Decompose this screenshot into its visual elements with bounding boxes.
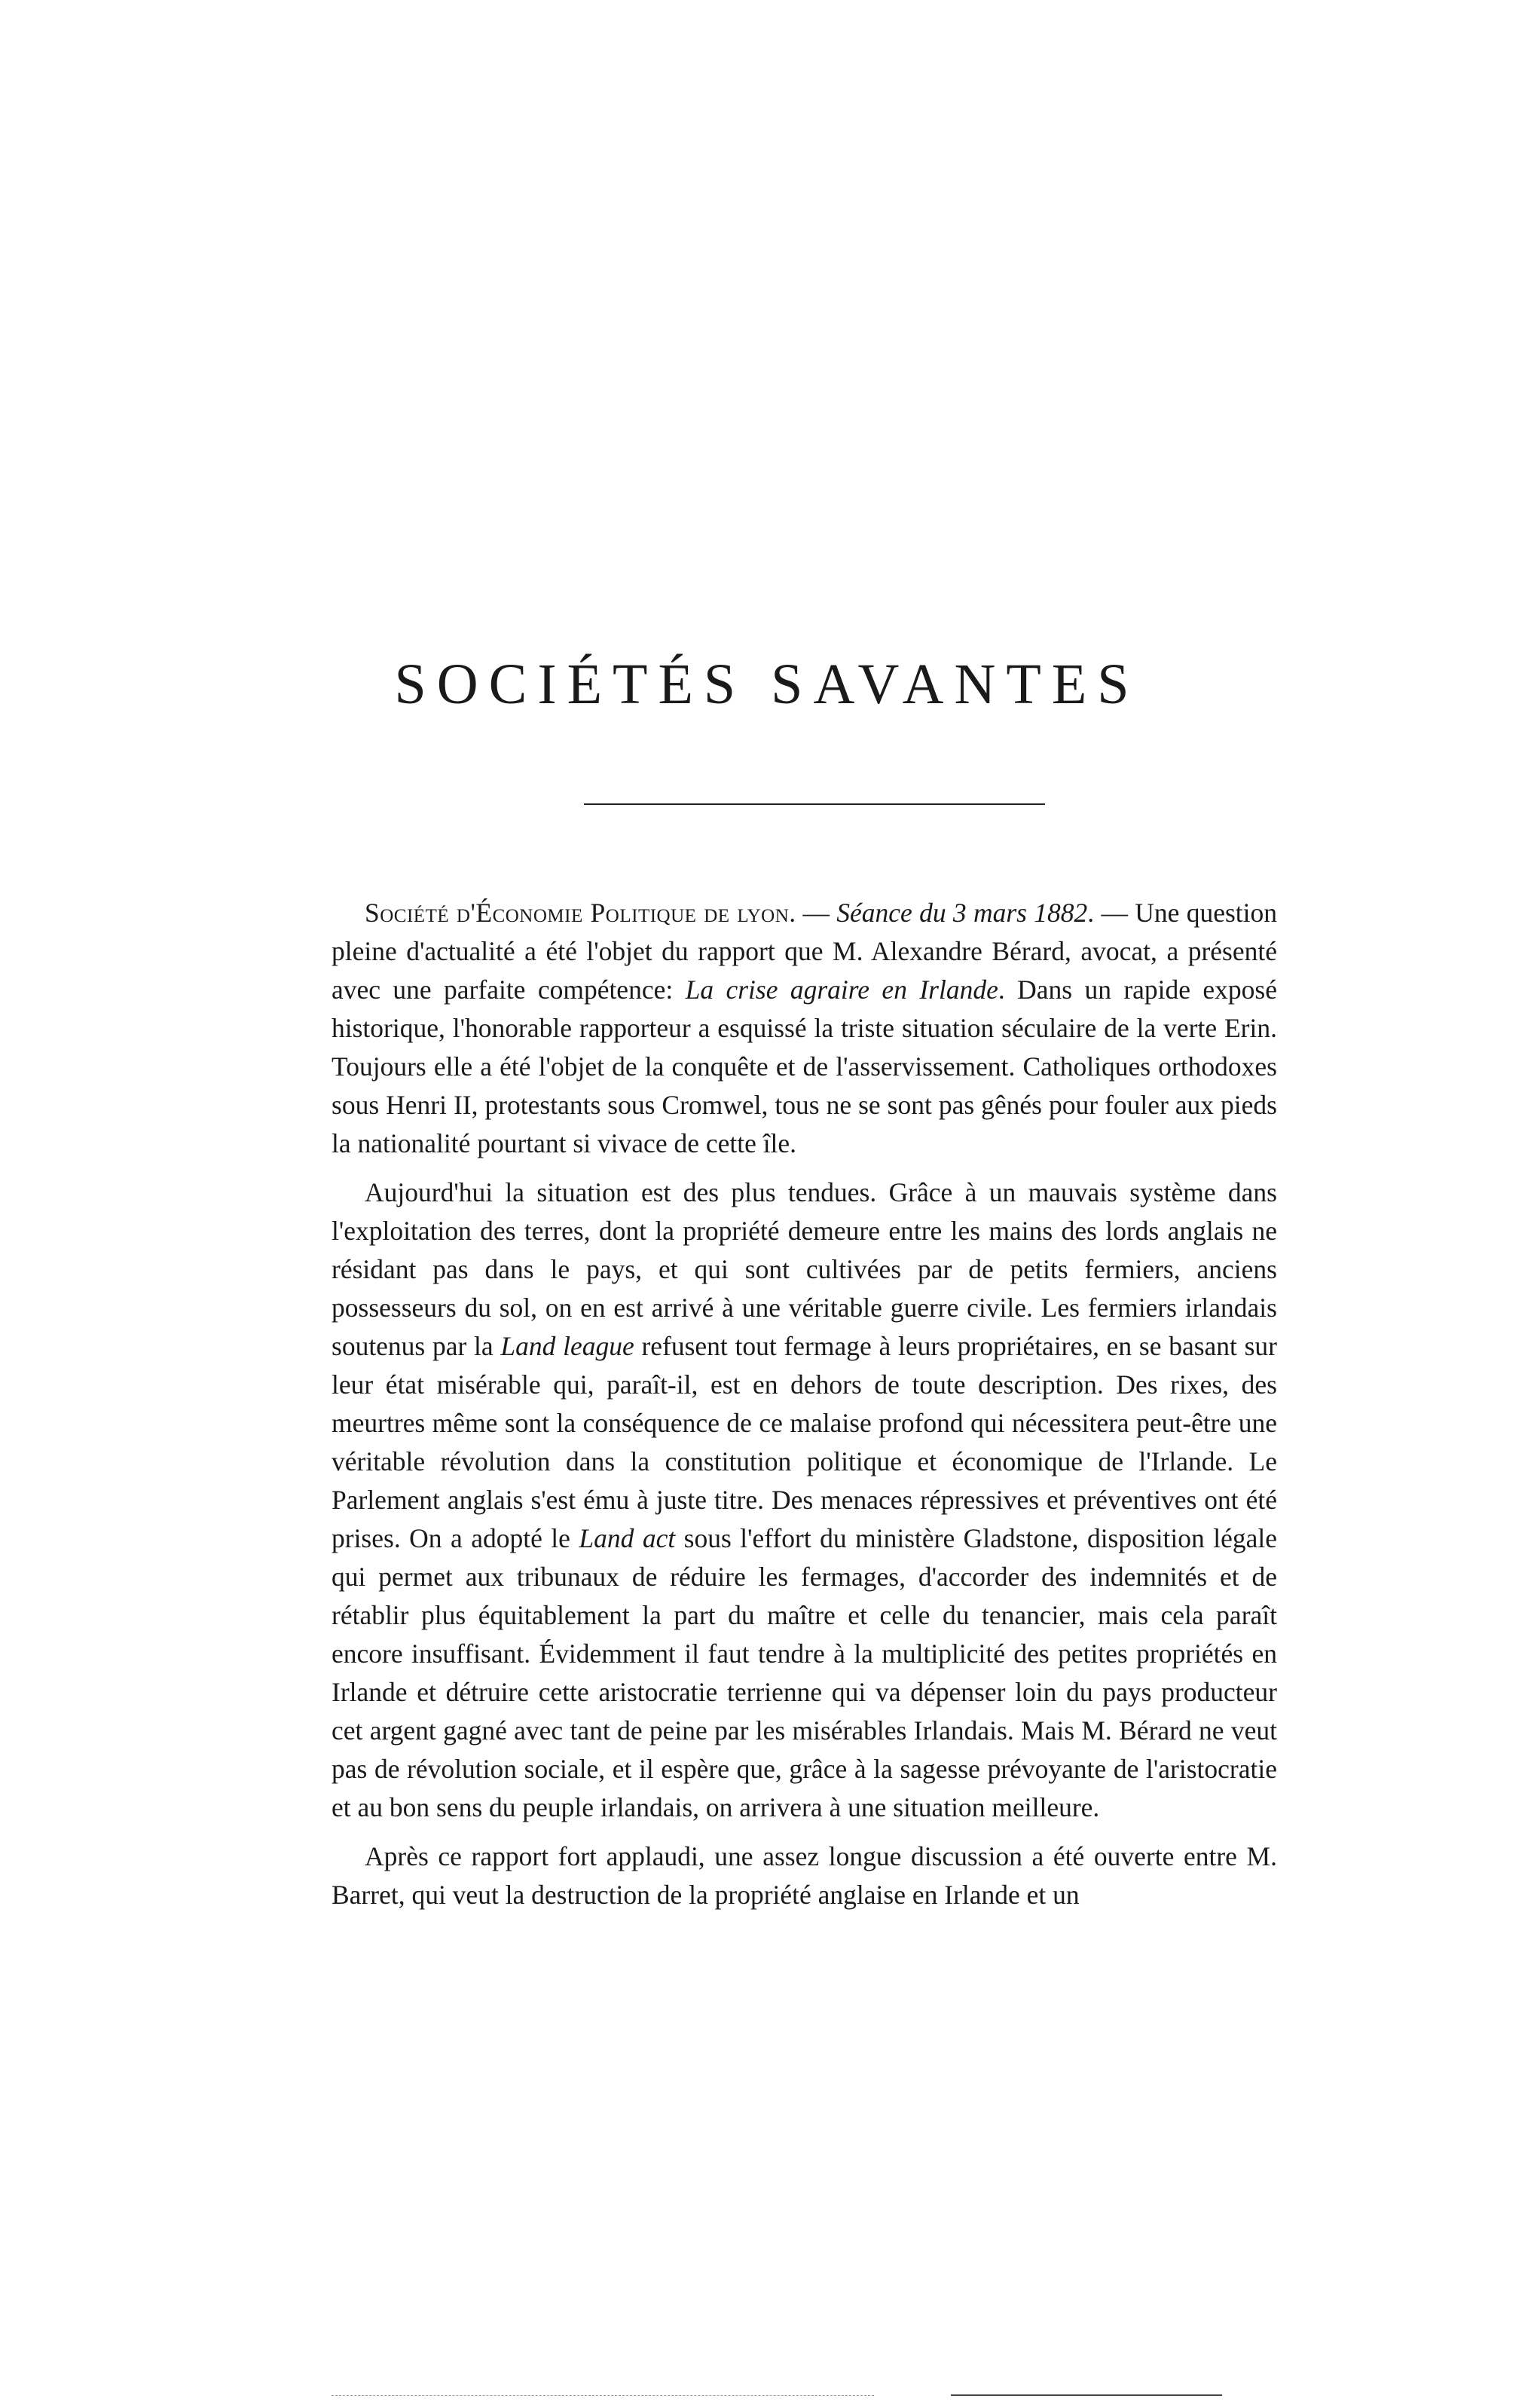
article-body: [332, 894, 1277, 1925]
land-act-term: Land act: [579, 1523, 676, 1553]
paragraph-3: Après ce rapport fort applaudi, une assez longue discussion a été ouverte entre M. Barret, qui veut la destruction de la propriété anglaise en Irlande et un: [332, 1841, 1277, 1910]
report-topic: La crise agraire en Irlande: [685, 975, 998, 1005]
paragraph-1: Société d'Économie Politique de lyon. — Séance du 3 mars 1882. — Une question pleine d'actualité a été l'objet du rapport que M. Alexandre Bérard, avocat, a présenté avec une parfaite compétence: La crise agraire en Irlande. Dans un rapide exposé historique, l'honorable rapporteur a esquissé la triste situation séculaire de la verte Erin. Toujours elle a été l'objet de la conquête et de l'asservissement. Catholiques orthodoxes sous Henri II, protestants sous Cromwel, tous ne se sont pas gênés pour fouler aux pieds la nationalité pourtant si vivace de cette île.: [332, 898, 1278, 1158]
footer-divider-faint: [332, 2395, 874, 2396]
footer-divider: [951, 2394, 1222, 2396]
session-date: Séance du 3 mars 1882: [836, 898, 1088, 928]
society-name: Société d'Économie Politique de lyon: [365, 898, 790, 928]
land-league-term: Land league: [500, 1331, 634, 1361]
page-title: SOCIÉTÉS SAVANTES: [394, 653, 1140, 716]
paragraph-2: Aujourd'hui la situation est des plus tendues. Grâce à un mauvais système dans l'exploitation des terres, dont la propriété demeure entre les mains des lords anglais ne résidant pas dans le pays, et qui sont cultivées par de petits fermiers, anciens possesseurs du sol, on en est arrivé à une véritable guerre civile. Les fermiers irlandais soutenus par la Land league refusent tout fermage à leurs propriétaires, en se basant sur leur état misérable qui, paraît-il, est en dehors de toute description. Des rixes, des meurtres même sont la conséquence de ce malaise profond qui nécessitera peut-être une véritable révolution dans la constitution politique et économique de l'Irlande. Le Parlement anglais s'est ému à juste titre. Des menaces répressives et préventives ont été prises. On a adopté le Land act sous l'effort du ministère Gladstone, disposition légale qui permet aux tribunaux de réduire les fermages, d'accorder des indemnités et de rétablir plus équitablement la part du maître et celle du tenancier, mais cela paraît encore insuffisant. Évidemment il faut tendre à la multiplicité des petites propriétés en Irlande et détruire cette aristocratie terrienne qui va dépenser loin du pays producteur cet argent gagné avec tant de peine par les misérables Irlandais. Mais M. Bérard ne veut pas de révolution sociale, et il espère que, grâce à la sagesse prévoyante de l'aristocratie et au bon sens du peuple irlandais, on arrivera à une situation meilleure.: [332, 1177, 1277, 1822]
title-divider: [584, 803, 1045, 805]
